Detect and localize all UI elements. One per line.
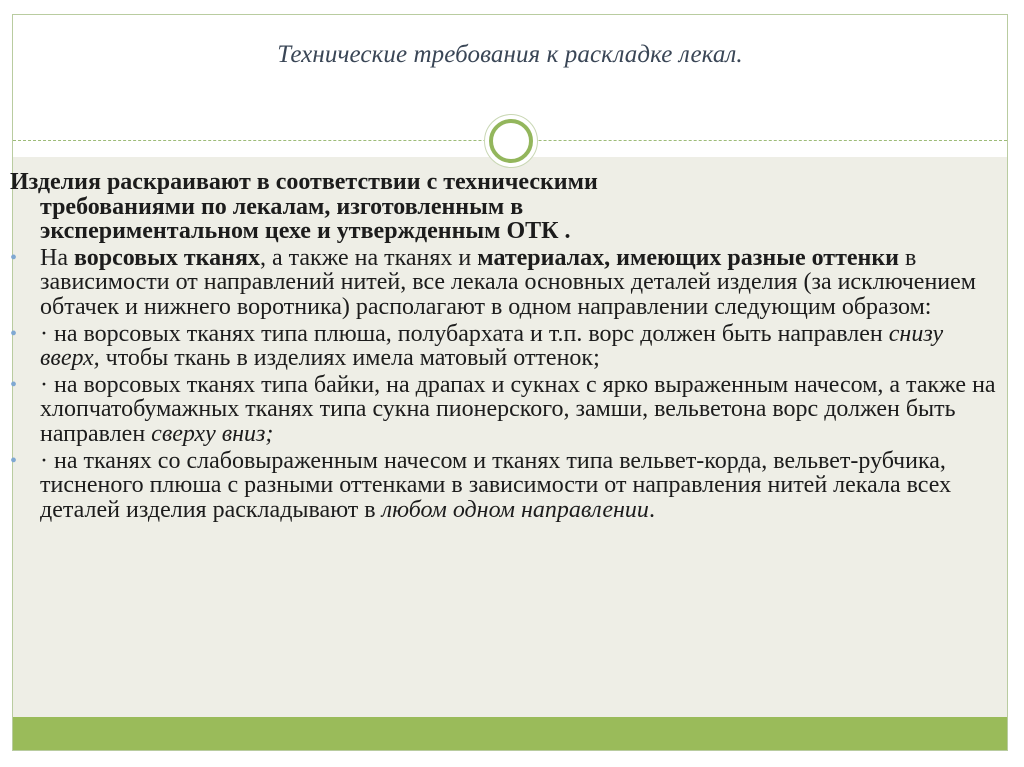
bullet-text-run: в зависимости от направлений нитей, все лекала основных деталей изделия (за исключением обтачек и нижнего воротника) располагают в одном направлении следующим образом: [40,244,976,320]
footer-bar [13,717,1007,750]
bullet-item [10,322,1000,371]
bullet-dot-icon: • [10,246,18,269]
bullet-dot-icon: • [10,322,18,345]
intro-line: требованиями по лекалам, изготовленным в [40,193,524,220]
bullet-text-run: , а также на тканях и [259,244,478,271]
bullet-text-run: чтобы ткань в изделиях имела матовый оттенок; [99,345,600,372]
bullet-dot-icon: • [10,449,18,472]
bullet-text-run: · на тканях со слабовыраженным начесом и тканях типа вельвет-корда, вельвет-рубчика, тисненого плюша с разными оттенками в зависимости от направления нитей лекала всех деталей изделия раскладывают в [40,447,952,523]
bullet-text-run: . [648,496,655,523]
bullet-text-run: материалах, имеющих разные оттенки [477,244,900,271]
intro-line: экспериментальном цехе и утвержденным ОТК . [40,218,571,245]
bullet-item [10,449,1000,523]
bullet-list [10,246,1000,523]
ring-inner-icon [489,119,533,163]
bullet-text-run: · на ворсовых тканях типа байки, на драпах и сукнах с ярко выраженным начесом, а также на хлопчатобумажных тканях типа сукна пионерского, замши, вельветона ворс должен быть направлен [40,371,996,447]
bullet-text-run: · на ворсовых тканях типа плюша, полубархата и т.п. ворс должен быть направлен [40,320,889,347]
intro-paragraph [10,170,1000,244]
slide-body [10,170,1000,522]
intro-line: Изделия раскраивают в соответствии с техническими [10,169,598,195]
bullet-item [10,246,1000,320]
bullet-text-run: ворсовых тканях [73,244,260,271]
bullet-text-run: любом одном направлении [381,496,649,523]
bullet-text-run: сверху вниз; [151,420,274,447]
bullet-text-run: На [40,244,74,271]
bullet-text-run: снизу вверх, [40,320,944,372]
bullet-dot-icon: • [10,373,18,396]
slide-title: Технические требования к раскладке лекал. [277,41,743,68]
bullet-item [10,373,1000,447]
